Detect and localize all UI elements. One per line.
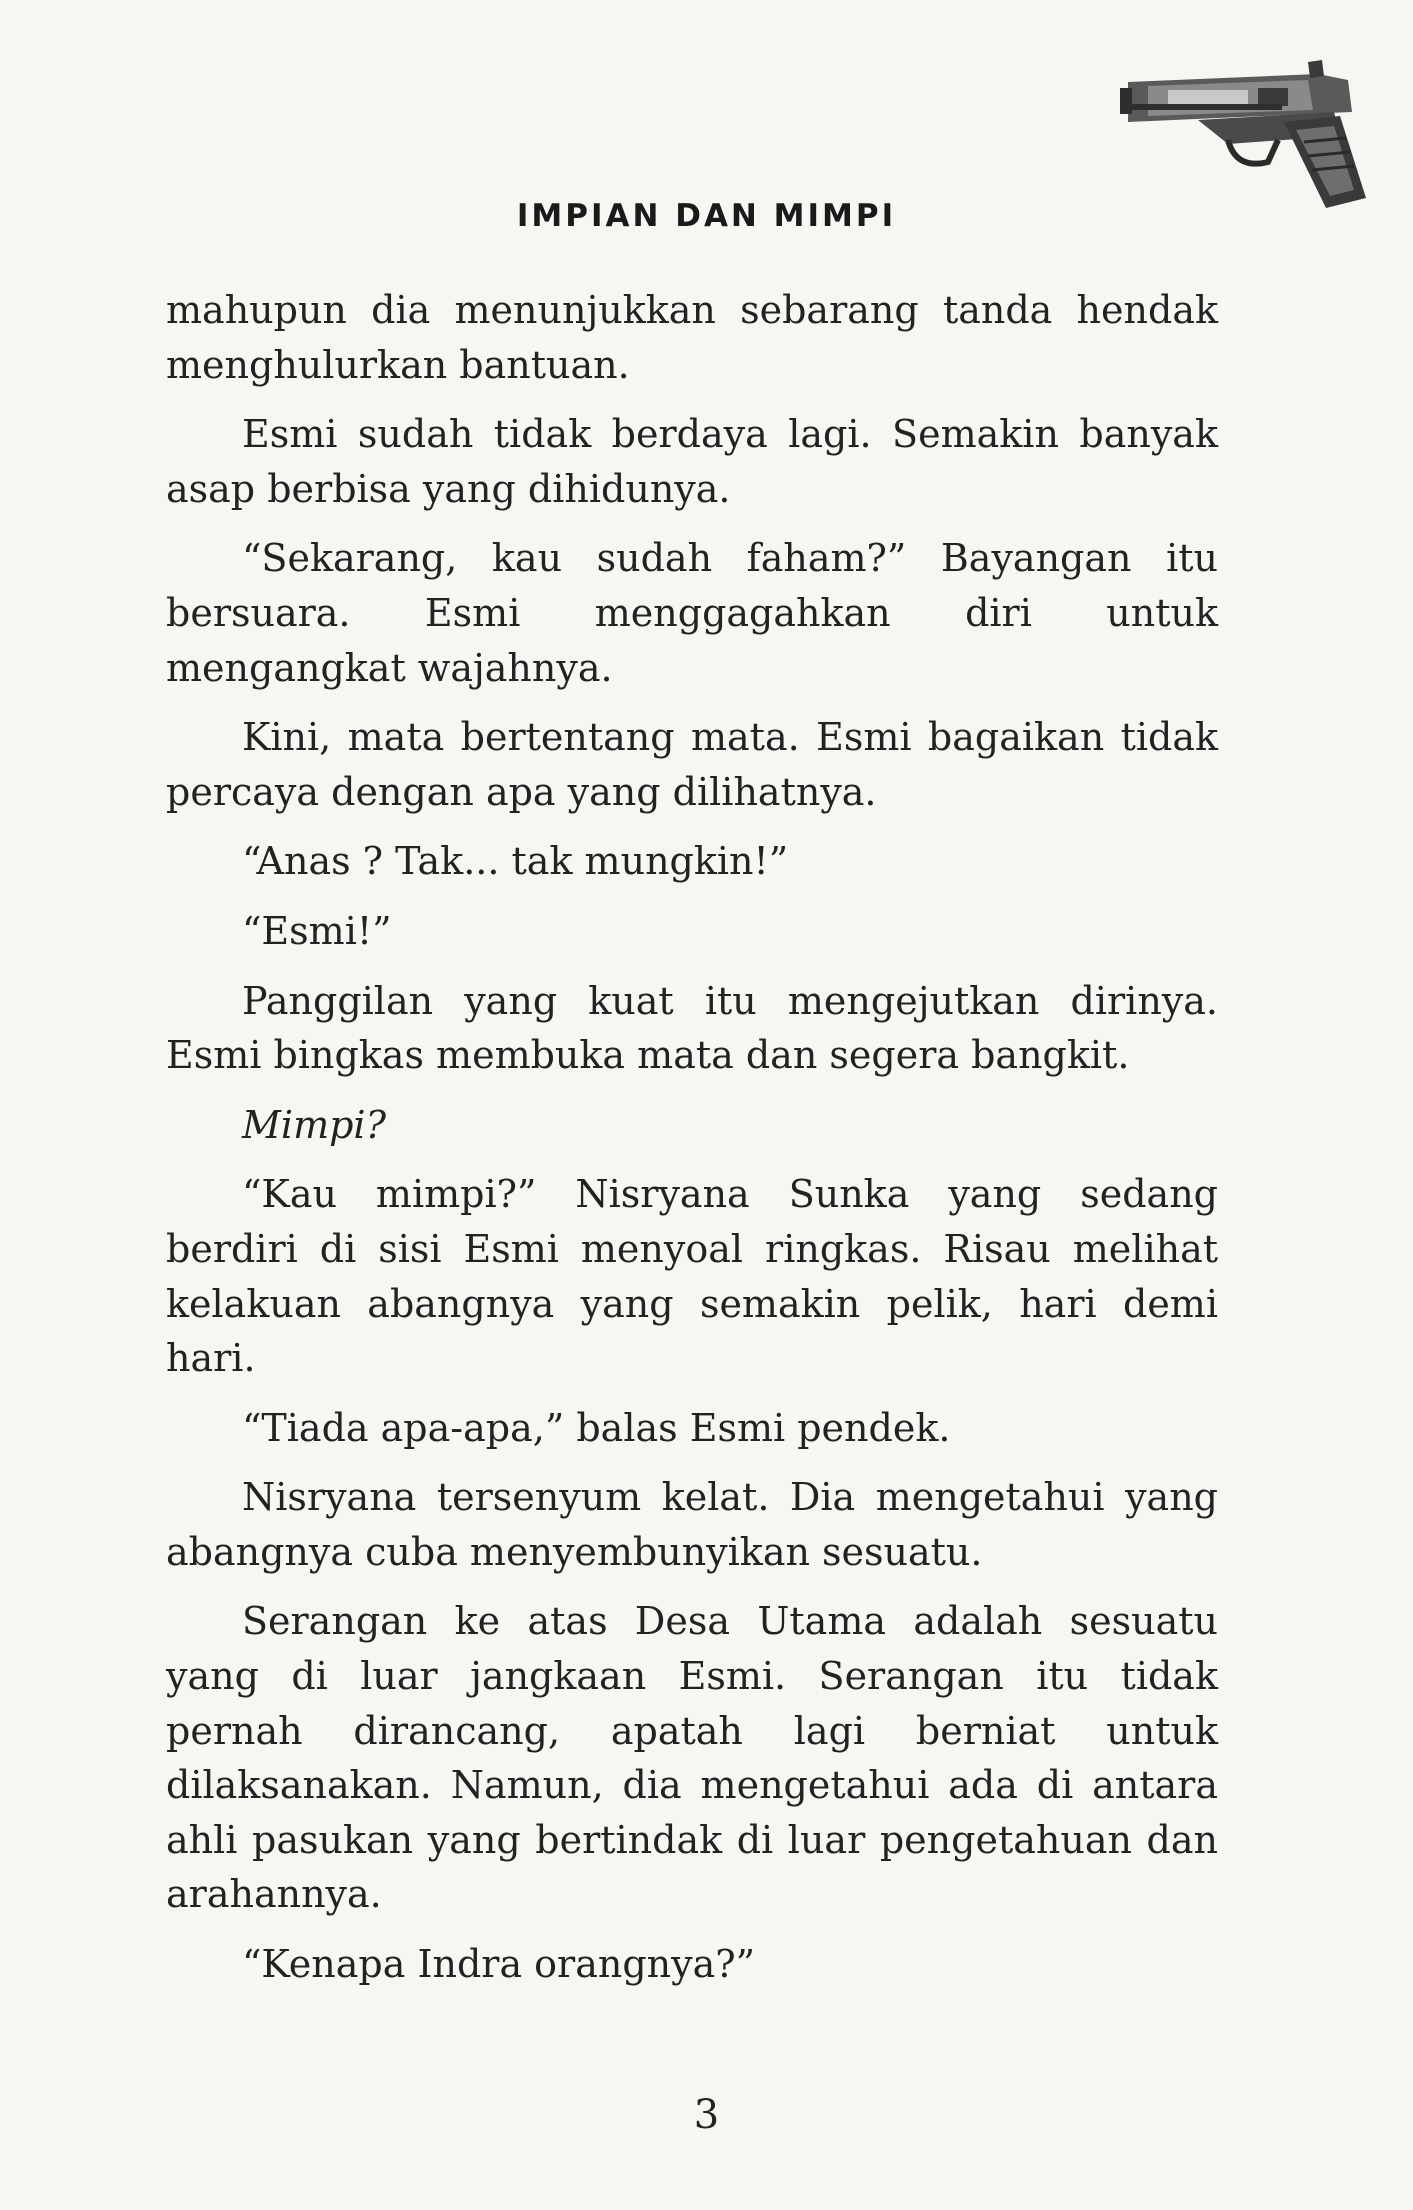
paragraph: “Anas ? Tak... tak mungkin!”: [242, 839, 789, 884]
paragraph: mahupun dia menunjukkan sebarang tanda hendak menghulurkan bantuan.: [166, 288, 1218, 387]
paragraph: “Esmi!”: [242, 908, 392, 953]
pistol-icon: [1108, 52, 1370, 217]
paragraph: “Kenapa Indra orangnya?”: [242, 1942, 756, 1987]
paragraph: Esmi sudah tidak berdaya lagi. Semakin banyak asap berbisa yang dihidunya.: [166, 412, 1218, 511]
page-number: 3: [693, 2092, 720, 2138]
paragraph-italic: Mimpi?: [242, 1102, 386, 1147]
paragraph: Nisryana tersenyum kelat. Dia mengetahui yang abangnya cuba menyembunyikan sesuatu.: [166, 1475, 1218, 1574]
running-header-title: IMPIAN DAN MIMPI: [516, 198, 897, 234]
paragraph: “Sekarang, kau sudah faham?” Bayangan itu bersuara. Esmi menggagahkan diri untuk mengangkat wajahnya.: [166, 536, 1218, 690]
paragraph: “Tiada apa-apa,” balas Esmi pendek.: [242, 1405, 951, 1450]
body-text: [166, 283, 1218, 2007]
paragraph: Kini, mata bertentang mata. Esmi bagaikan tidak percaya dengan apa yang dilihatnya.: [166, 715, 1218, 814]
paragraph: Panggilan yang kuat itu mengejutkan dirinya. Esmi bingkas membuka mata dan segera bangkit.: [166, 978, 1218, 1078]
paragraph: “Kau mimpi?” Nisryana Sunka yang sedang berdiri di sisi Esmi menyoal ringkas. Risau melihat kelakuan abangnya yang semakin pelik, hari demi hari.: [166, 1172, 1218, 1381]
paragraph: Serangan ke atas Desa Utama adalah sesuatu yang di luar jangkaan Esmi. Serangan itu tidak pernah dirancang, apatah lagi berniat untuk dilaksanakan. Namun, dia mengetahui ada di antara ahli pasukan yang bertindak di luar pengetahuan dan arahannya.: [166, 1599, 1218, 1917]
